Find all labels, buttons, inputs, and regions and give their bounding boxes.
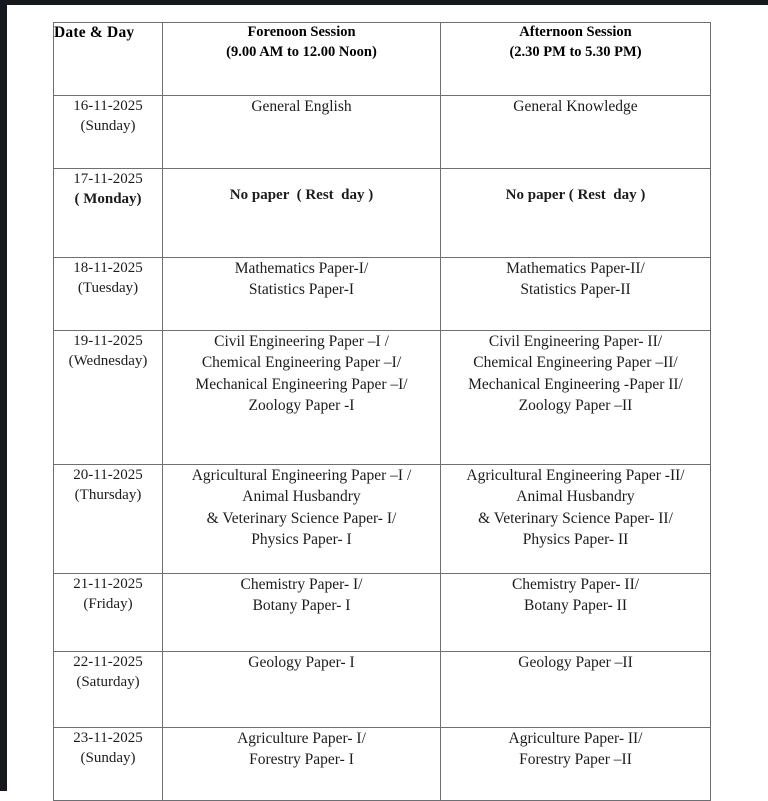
paper-line: Physics Paper- II	[522, 531, 629, 549]
forenoon-session-time: (9.00 AM to 12.00 Noon)	[226, 43, 377, 60]
cell-forenoon-papers	[163, 331, 441, 465]
exam-date: 21-11-2025	[73, 576, 143, 592]
exam-date: 17-11-2025	[73, 171, 143, 187]
paper-line: Botany Paper- I	[252, 597, 351, 615]
column-header-afternoon-session	[441, 23, 711, 96]
paper-line: Chemical Engineering Paper –I/	[201, 354, 402, 372]
paper-line: & Veterinary Science Paper- I/	[206, 509, 397, 527]
cell-forenoon-papers	[163, 652, 441, 728]
cell-forenoon-papers	[163, 728, 441, 801]
cell-date-day	[54, 169, 163, 258]
cell-afternoon-papers	[441, 96, 711, 169]
cell-forenoon-papers	[163, 258, 441, 331]
cell-afternoon-papers	[441, 331, 711, 465]
paper-line: Civil Engineering Paper- II/	[488, 333, 663, 350]
paper-line: General Knowledge	[513, 98, 638, 115]
exam-day: (Sunday)	[80, 118, 136, 135]
paper-line: Statistics Paper-II	[520, 281, 631, 299]
cell-afternoon-papers	[441, 258, 711, 331]
table-row	[54, 728, 711, 801]
timetable-container	[53, 22, 710, 801]
exam-date: 22-11-2025	[73, 654, 143, 670]
cell-forenoon-papers	[163, 169, 441, 258]
paper-line: Zoology Paper -I	[248, 397, 355, 415]
table-header	[54, 23, 711, 96]
paper-line: Animal Husbandry	[516, 488, 635, 506]
paper-line: Animal Husbandry	[242, 488, 361, 506]
paper-line: Physics Paper- I	[251, 531, 352, 549]
cell-date-day	[54, 96, 163, 169]
table-row	[54, 652, 711, 728]
cell-forenoon-papers	[163, 96, 441, 169]
cell-date-day	[54, 652, 163, 728]
cell-afternoon-papers	[441, 652, 711, 728]
paper-line: Forestry Paper –II	[519, 751, 632, 769]
paper-line: No paper ( Rest day )	[505, 187, 646, 203]
paper-line: Botany Paper- II	[524, 597, 627, 615]
column-header-forenoon-session	[163, 23, 441, 96]
column-header-date-day: Date & Day	[54, 23, 163, 96]
cell-date-day	[54, 574, 163, 652]
paper-line: Statistics Paper-I	[248, 281, 355, 299]
paper-line: Geology Paper- I	[248, 654, 355, 671]
paper-line: General English	[251, 98, 352, 115]
exam-date: 20-11-2025	[73, 467, 143, 483]
cell-forenoon-papers	[163, 574, 441, 652]
cell-afternoon-papers	[441, 465, 711, 574]
paper-line: Mechanical Engineering -Paper II/	[468, 375, 683, 393]
paper-line: Zoology Paper –II	[518, 397, 633, 415]
exam-day: (Wednesday)	[68, 353, 148, 370]
cell-afternoon-papers	[441, 574, 711, 652]
examination-timetable	[53, 22, 711, 801]
exam-day: (Tuesday)	[77, 280, 139, 297]
page-edge-left	[0, 0, 7, 791]
paper-line: Agricultural Engineering Paper -II/	[466, 467, 685, 484]
paper-line: Chemical Engineering Paper –II/	[473, 354, 678, 372]
table-row	[54, 169, 711, 258]
table-row	[54, 465, 711, 574]
paper-line: No paper ( Rest day )	[229, 187, 374, 203]
paper-line: & Veterinary Science Paper- II/	[478, 509, 673, 527]
paper-line: Mathematics Paper-II/	[506, 260, 645, 277]
cell-date-day	[54, 728, 163, 801]
paper-line: Forestry Paper- I	[249, 751, 354, 769]
cell-afternoon-papers	[441, 728, 711, 801]
table-row	[54, 258, 711, 331]
cell-afternoon-papers	[441, 169, 711, 258]
paper-line: Agricultural Engineering Paper –I /	[191, 467, 412, 484]
table-row	[54, 574, 711, 652]
afternoon-session-label: Afternoon Session	[519, 24, 632, 40]
paper-line: Chemistry Paper- II/	[511, 576, 640, 593]
table-row	[54, 331, 711, 465]
paper-line: Agriculture Paper- II/	[508, 730, 643, 747]
exam-date: 18-11-2025	[73, 260, 143, 276]
exam-day: (Friday)	[83, 596, 133, 613]
exam-day: ( Monday)	[74, 191, 142, 208]
table-row	[54, 96, 711, 169]
table-header-row	[54, 23, 711, 96]
afternoon-session-time: (2.30 PM to 5.30 PM)	[509, 43, 642, 60]
paper-line: Geology Paper –II	[518, 654, 633, 671]
exam-day: (Saturday)	[76, 674, 140, 691]
paper-line: Civil Engineering Paper –I /	[214, 333, 389, 350]
cell-date-day	[54, 465, 163, 574]
paper-line: Agriculture Paper- I/	[237, 730, 366, 747]
exam-day: (Sunday)	[80, 750, 136, 767]
exam-day: (Thursday)	[74, 487, 142, 504]
cell-forenoon-papers	[163, 465, 441, 574]
cell-date-day	[54, 258, 163, 331]
paper-line: Mathematics Paper-I/	[234, 260, 369, 277]
paper-line: Chemistry Paper- I/	[240, 576, 363, 593]
exam-date: 19-11-2025	[73, 333, 143, 349]
paper-line: Mechanical Engineering Paper –I/	[195, 375, 408, 393]
forenoon-session-label: Forenoon Session	[247, 24, 356, 40]
table-body	[54, 96, 711, 801]
cell-date-day	[54, 331, 163, 465]
exam-date: 23-11-2025	[73, 730, 143, 746]
exam-date: 16-11-2025	[73, 98, 143, 114]
